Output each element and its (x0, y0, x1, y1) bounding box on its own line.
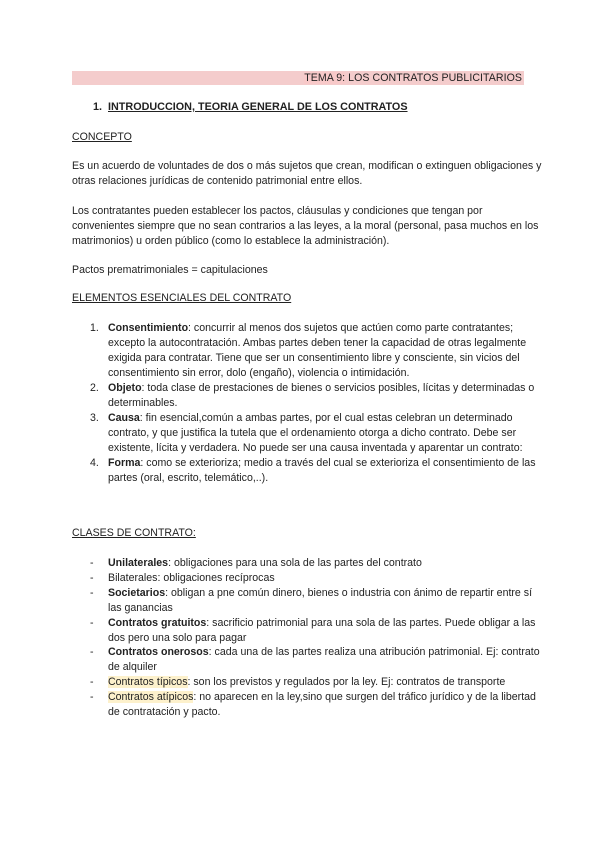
header-topic-title: LOS CONTRATOS PUBLICITARIOS (345, 72, 522, 84)
bullet-dash: - (90, 586, 94, 599)
list-item (90, 556, 542, 571)
bullet-dash: - (90, 616, 94, 629)
item-text: : sacrificio patrimonial para una sola de las partes. Puede obligar a las dos pero una solo para pagar (108, 616, 536, 644)
concepto-paragraph-3: Pactos prematrimoniales = capitulaciones (72, 264, 268, 276)
item-term: Consentimiento (108, 322, 189, 334)
item-text: : cada una de las partes realiza una atribución patrimonial. Ej: contrato de alquiler (108, 646, 540, 674)
section-title: INTRODUCCION, TEORIA GENERAL DE LOS CONTRATOS (108, 101, 408, 113)
item-text: : no aparecen en la ley,sino que surgen del tráfico jurídico y de la libertad de contratación y pacto. (108, 691, 536, 719)
concepto-paragraph-1: Es un acuerdo de voluntades de dos o más sujetos que crean, modifican o extinguen obligaciones y otras relaciones jurídicas de contenido patrimonial entre ellos. (72, 160, 542, 187)
item-number: 3. (90, 412, 99, 424)
elementos-list (90, 321, 542, 486)
bullet-dash: - (90, 557, 94, 569)
list-item (90, 690, 542, 720)
list-item (90, 675, 542, 690)
list-item (90, 645, 542, 675)
clases-list (90, 556, 542, 720)
item-text: : obligaciones para una sola de las partes del contrato (168, 557, 422, 569)
item-number: 2. (90, 382, 99, 394)
item-term: Causa (108, 412, 140, 424)
item-text: : concurrir al menos dos sujetos que actúen como parte contratantes; excepto la autocontratación. Ambas partes deben tener la capacidad de otras legalmente exigida para contratar. Tiene que ser un consentimiento libre y consciente, sin vicios del consentimiento sin error, dolo (engaño), violencia o intimidación. (108, 322, 527, 379)
item-term: Contratos gratuitos (108, 616, 207, 629)
document-header (304, 72, 522, 84)
list-item (90, 411, 542, 456)
item-text: : obligaciones recíprocas (157, 571, 275, 584)
list-item (90, 456, 542, 486)
section-number: 1. (93, 101, 103, 113)
item-term: Objeto (108, 382, 142, 394)
item-term: Unilaterales (108, 557, 169, 569)
item-term: Forma (108, 457, 141, 469)
bullet-dash: - (90, 571, 94, 584)
item-term: Contratos onerosos (108, 646, 209, 659)
item-term: Societarios (108, 586, 166, 599)
item-text: : obligan a pne común dinero, bienes o industria con ánimo de repartir entre sí las ganancias (108, 586, 533, 614)
section-heading (93, 101, 408, 113)
header-topic-number: TEMA 9: (304, 72, 346, 84)
bullet-dash: - (90, 691, 94, 704)
elementos-heading: ELEMENTOS ESENCIALES DEL CONTRATO (72, 292, 292, 304)
item-highlighted-term: Contratos típicos (108, 676, 188, 689)
list-item (90, 616, 542, 646)
item-number: 4. (90, 457, 99, 469)
item-highlighted-term: Contratos atípicos (108, 691, 194, 704)
item-number: 1. (90, 322, 99, 334)
list-item (90, 381, 542, 411)
item-text: : son los previstos y regulados por la ley. Ej: contratos de transporte (187, 676, 506, 689)
item-text: : como se exterioriza; medio a través del cual se exterioriza el consentimiento de las partes (oral, escrito, telemático,..). (108, 457, 536, 484)
bullet-dash: - (90, 676, 94, 689)
item-lead: Bilaterales (108, 571, 158, 584)
clases-heading: CLASES DE CONTRATO: (72, 527, 196, 539)
list-item (90, 586, 542, 616)
item-text: : toda clase de prestaciones de bienes o servicios posibles, lícitas y determinadas o determinables. (108, 382, 535, 409)
bullet-dash: - (90, 646, 94, 659)
concepto-heading: CONCEPTO (72, 131, 132, 143)
item-text: : fin esencial,común a ambas partes, por el cual estas celebran un determinado contrato, y que justifica la tutela que el ordenamiento otorga a dicho contrato. Debe ser existente, lícita y verdadera. No puede ser una causa inventada y aparentar un contrato: (108, 412, 523, 454)
list-item (90, 321, 542, 381)
list-item (90, 571, 542, 586)
concepto-paragraph-2: Los contratantes pueden establecer los pactos, cláusulas y condiciones que tengan por convenientes siempre que no sean contrarios a las leyes, a la moral (personal, pasa muchos en los matrimonios) u orden público (como lo establece la administración). (72, 205, 539, 247)
